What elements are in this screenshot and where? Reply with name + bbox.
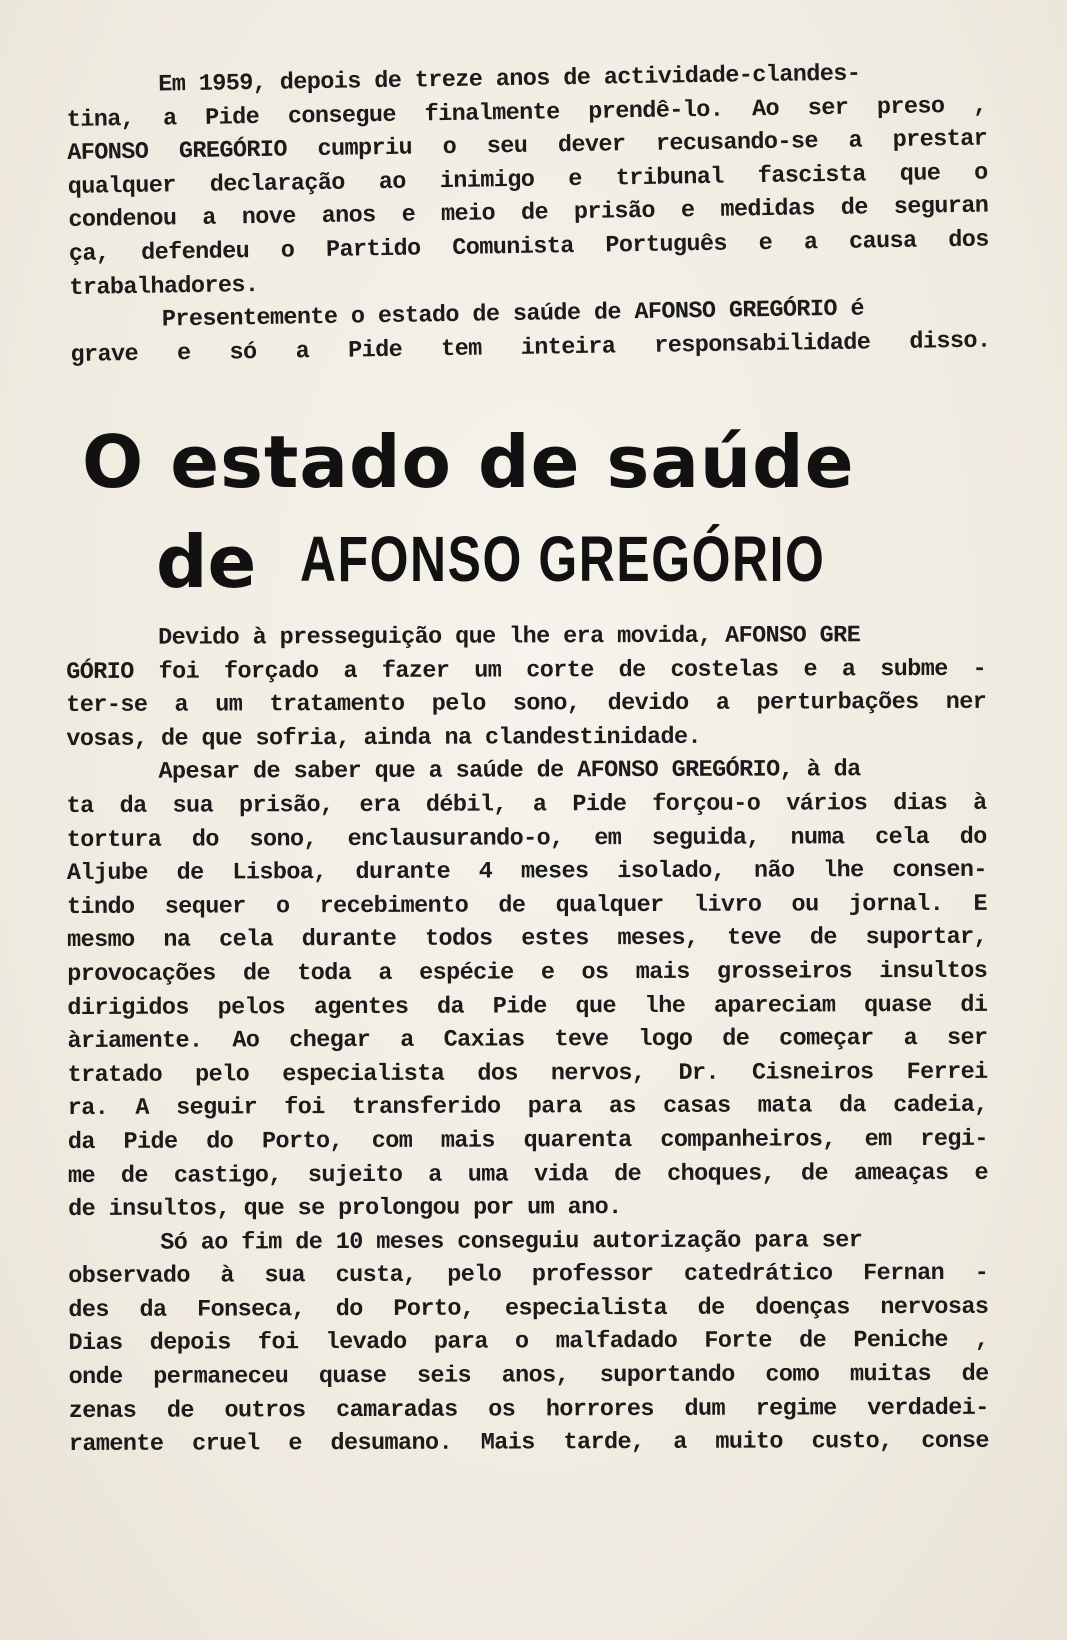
intro-line: qualquer declaração ao inimigo e tribunal fascista que o — [67, 159, 988, 201]
body-line: tindo sequer o recebimento de qualquer livro ou jornal. E — [66, 890, 988, 921]
body-line: zenas de outros camaradas os horrores dum regime verdadei- — [68, 1394, 989, 1425]
body-line: dirigidos pelos agentes da Pide que lhe apareciam quase di — [67, 991, 988, 1022]
headline-line-2-name: AFONSO GREGÓRIO — [300, 523, 826, 595]
body-line: vosas, de que sofria, ainda na clandestinidade. — [66, 723, 702, 753]
intro-line: Presentemente o estado de saúde de AFONSO GREGÓRIO é — [161, 295, 865, 334]
body-line: provocações de toda a espécie e os mais grosseiros insultos — [67, 957, 988, 988]
body-line: GÓRIO foi forçado a fazer um corte de costelas e a subme - — [66, 655, 987, 686]
headline-line-1: O estado de saúde — [82, 420, 855, 504]
intro-line: trabalhadores. — [69, 271, 259, 302]
body-line: ta da sua prisão, era débil, a Pide forçou-o vários dias à — [66, 789, 987, 820]
intro-line: tina, a Pide consegue finalmente prendê-lo. Ao ser preso , — [66, 92, 987, 134]
body-line: ra. A seguir foi transferido para as casas mata da cadeia, — [67, 1092, 988, 1123]
body-line: me de castigo, sujeito a uma vida de choques, de ameaças e — [67, 1159, 988, 1190]
body-line: Só ao fim de 10 meses conseguiu autorização para ser — [160, 1226, 863, 1257]
intro-paragraphs — [66, 56, 991, 373]
intro-line: condenou a nove anos e meio de prisão e medidas de seguran — [68, 192, 989, 235]
body-paragraphs — [66, 619, 989, 1462]
intro-line: AFONSO GREGÓRIO cumpriu o seu dever recusando-se a prestar — [67, 125, 988, 168]
intro-line: Em 1959, depois de treze anos de actividade-clandes- — [158, 60, 861, 99]
body-line: de insultos, que se prolongou por um ano. — [68, 1194, 622, 1224]
body-line: tratado pelo especialista dos nervos, Dr. Cisneiros Ferrei — [67, 1058, 988, 1089]
intro-line: grave e só a Pide tem inteira responsabilidade disso. — [70, 327, 991, 369]
headline-line-2-de: de — [156, 520, 257, 604]
body-line: ter-se a um tratamento pelo sono, devido a perturbações ner — [66, 688, 987, 720]
body-line: des da Fonseca, do Porto, especialista de doenças nervosas — [68, 1293, 989, 1324]
body-line: Aljube de Lisboa, durante 4 meses isolado, não lhe consen- — [66, 856, 987, 888]
body-line: tortura do sono, enclausurando-o, em seguida, numa cela do — [66, 823, 987, 854]
intro-line: ça, defendeu o Partido Comunista Português e a causa dos — [68, 226, 989, 268]
body-line: mesmo na cela durante todos estes meses, teve de suportar, — [67, 924, 988, 955]
body-line: Dias depois foi levado para o malfadado Forte de Peniche , — [68, 1327, 989, 1358]
body-line: Apesar de saber que a saúde de AFONSO GREGÓRIO, à da — [158, 756, 861, 787]
body-line: onde permaneceu quase seis anos, suportando como muitas de — [68, 1360, 989, 1392]
body-line: observado à sua custa, pelo professor catedrático Fernan - — [68, 1260, 989, 1291]
body-line: Devido à presseguição que lhe era movida, AFONSO GRE — [158, 622, 861, 652]
body-line: ramente cruel e desumano. Mais tarde, a muito custo, conse — [68, 1428, 989, 1459]
body-line: da Pide do Porto, com mais quarenta companheiros, em regi- — [67, 1125, 988, 1156]
body-line: àriamente. Ao chegar a Caxias teve logo de começar a ser — [67, 1024, 988, 1056]
